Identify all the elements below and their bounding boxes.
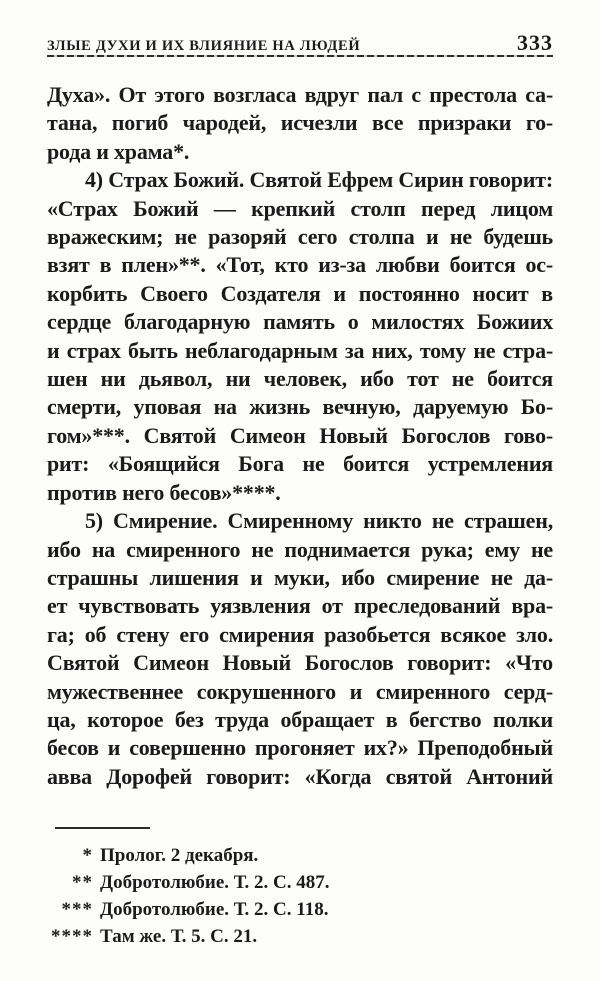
page-number: 333 bbox=[517, 30, 553, 55]
text-line: рит: «Боящийся Бога не боится устремления bbox=[47, 451, 553, 477]
paragraph bbox=[47, 507, 553, 791]
text-line: сердце благодарную память о милостях Божиих bbox=[47, 309, 553, 335]
text-line: 4) Страх Божий. Святой Ефрем Сирин говорит: bbox=[85, 167, 553, 193]
text-line: вражеским; не разоряй сего столпа и не будешь bbox=[47, 224, 553, 250]
text-line: смерти, уповая на жизнь вечную, даруемую Бо- bbox=[47, 394, 553, 420]
footnote-item bbox=[47, 842, 553, 869]
paragraph bbox=[47, 166, 553, 507]
footnote-text: Добротолюбие. Т. 2. С. 487. bbox=[100, 872, 330, 894]
text-line: ет чувствовать уязвления от преследований вра- bbox=[47, 593, 553, 619]
footnote-text: Там же. Т. 5. С. 21. bbox=[100, 926, 258, 948]
footnote-item bbox=[47, 869, 553, 896]
footnote-item bbox=[47, 923, 553, 950]
text-line: рода и храма*. bbox=[47, 138, 190, 164]
text-line: шен ни дьявол, ни человек, ибо тот не боится bbox=[47, 366, 553, 392]
text-line: бесов и совершенно прогоняет их?» Преподобный bbox=[47, 735, 553, 761]
text-line: тана, погиб чародей, исчезли все призраки го- bbox=[47, 110, 553, 136]
text-line: ца, которое без труда обращает в бегство полки bbox=[47, 706, 553, 732]
text-line: 5) Смирение. Смиренному никто не страшен, bbox=[85, 508, 553, 534]
text-line: и страх быть неблагодарным за них, тому не стра- bbox=[47, 337, 553, 363]
text-line: взят в плен»**. «Тот, кто из-за любви боится ос- bbox=[47, 252, 553, 278]
text-line: Духа». От этого возгласа вдруг пал с престола са- bbox=[47, 82, 553, 107]
header-rule bbox=[47, 55, 553, 57]
footnote-separator bbox=[55, 827, 150, 829]
footnote-text: Добротолюбие. Т. 2. С. 118. bbox=[100, 899, 329, 921]
text-line: га; об стену его смирения разобьется всякое зло. bbox=[47, 621, 553, 647]
footnote-text: Пролог. 2 декабря. bbox=[100, 845, 259, 867]
footnote-marker: *** bbox=[61, 899, 93, 921]
page-title: ЗЛЫЕ ДУХИ И ИХ ВЛИЯНИЕ НА ЛЮДЕЙ bbox=[47, 38, 361, 54]
footnote-marker: * bbox=[82, 845, 93, 867]
footnote-marker: ** bbox=[72, 872, 93, 894]
text-line: авва Дорофей говорит: «Когда святой Антоний bbox=[47, 763, 553, 789]
footnote-item bbox=[47, 896, 553, 923]
text-line: Святой Симеон Новый Богослов говорит: «Что bbox=[47, 650, 553, 676]
text-line: мужественнее сокрушенного и смиренного серд- bbox=[47, 678, 553, 704]
text-line: ибо на смиренного не поднимается рука; ему не bbox=[47, 536, 553, 562]
paragraph bbox=[47, 81, 553, 166]
body-text bbox=[47, 81, 553, 791]
text-line: страшны лишения и муки, ибо смирение не да- bbox=[47, 564, 553, 590]
footnotes bbox=[47, 842, 553, 950]
text-line: корбить Своего Создателя и постоянно носит в bbox=[47, 280, 553, 306]
footnote-marker: **** bbox=[51, 926, 93, 948]
text-line: «Страх Божий — крепкий столп перед лицом bbox=[47, 195, 553, 221]
text-line: гом»***. Святой Симеон Новый Богослов гово- bbox=[47, 422, 553, 448]
running-head bbox=[47, 30, 553, 55]
text-line: против него бесов»****. bbox=[47, 479, 281, 505]
